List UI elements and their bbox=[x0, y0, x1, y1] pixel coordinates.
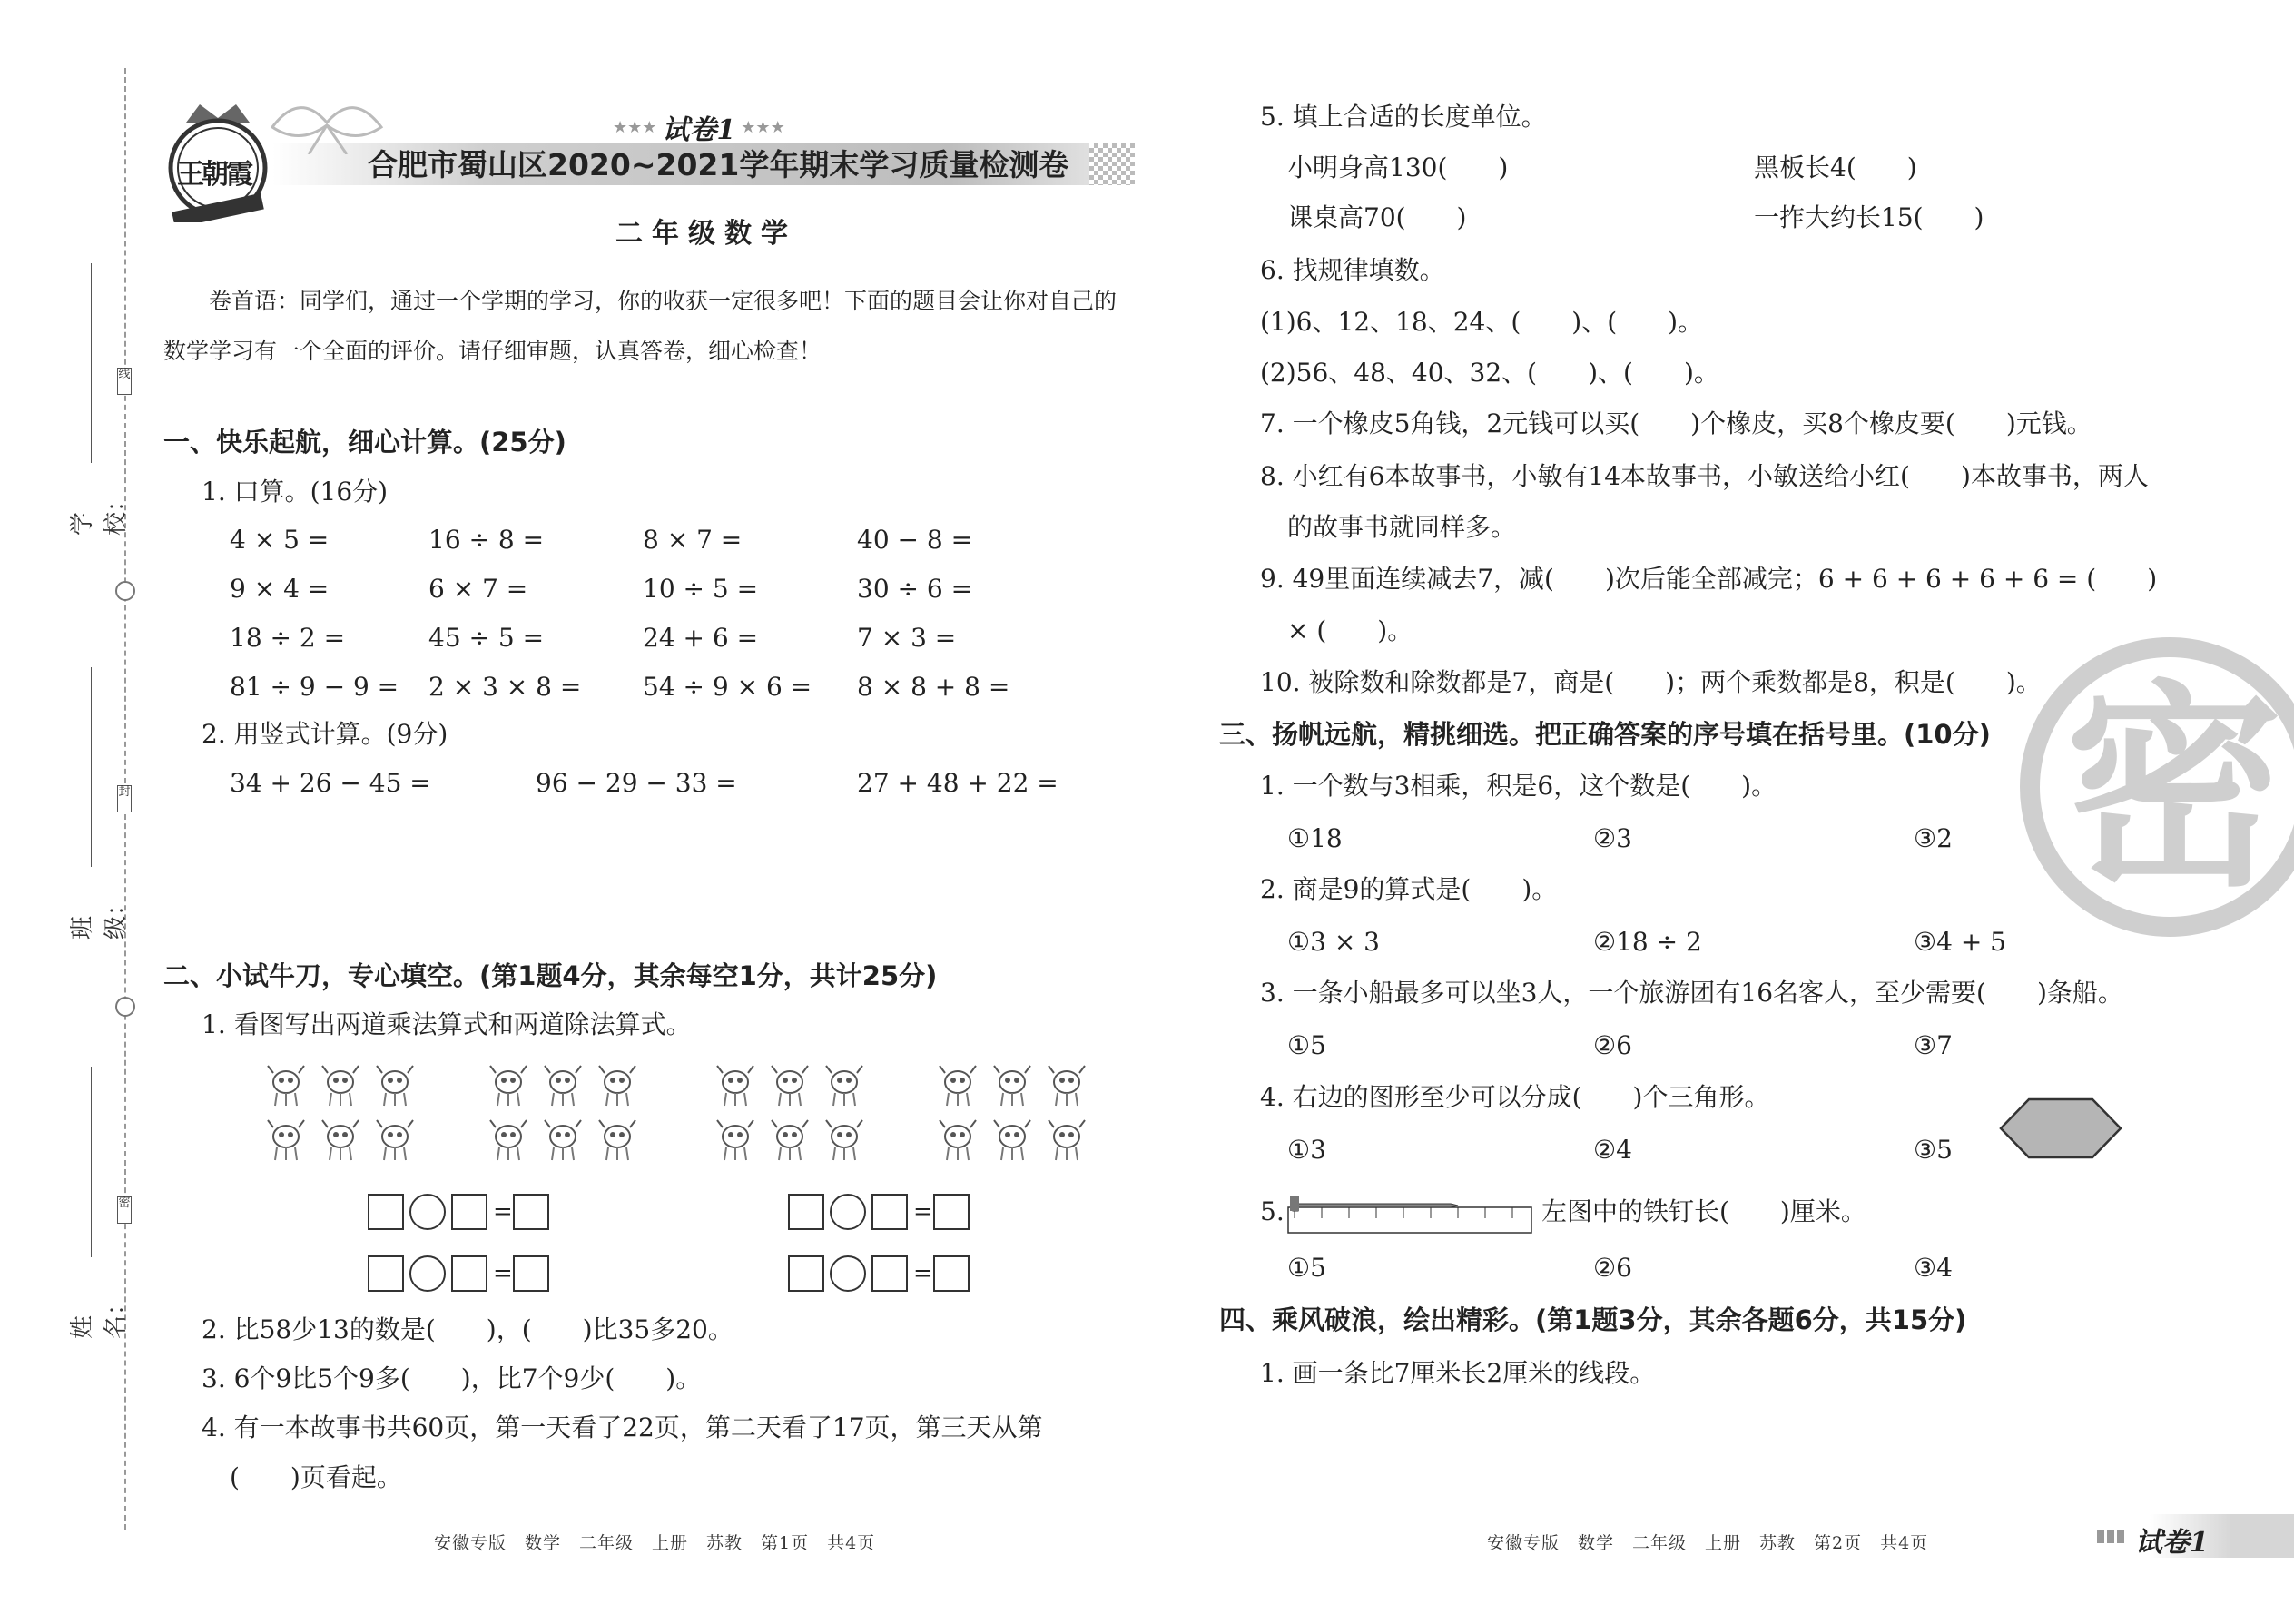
section4-title: 四、乘风破浪，绘出精彩。(第1题3分，其余各题6分，共15分) bbox=[1219, 1304, 1967, 1335]
exam-tab bbox=[2088, 1514, 2294, 1558]
choice-option[interactable]: ③5 bbox=[1914, 1135, 1953, 1165]
answer-box[interactable] bbox=[368, 1194, 404, 1230]
intro-line-2: 数学学习有一个全面的评价。请仔细审题，认真答卷，细心检查！ bbox=[163, 338, 822, 364]
oral-item: 30 ÷ 6 = bbox=[857, 574, 973, 604]
s1-q2-title: 2. 用竖式计算。(9分) bbox=[202, 719, 448, 749]
choice-option[interactable]: ②3 bbox=[1593, 823, 1632, 853]
school-label: 学校： bbox=[69, 487, 130, 536]
secret-stamp bbox=[2020, 637, 2294, 937]
logo-text: 王朝霞 bbox=[177, 159, 251, 191]
choice-option[interactable]: ①5 bbox=[1287, 1030, 1326, 1060]
stamp-char: 密 bbox=[2065, 662, 2284, 916]
equation-boxes[interactable] bbox=[368, 1255, 549, 1292]
oral-item: 6 × 7 = bbox=[428, 574, 528, 604]
choice-option[interactable]: ③7 bbox=[1914, 1030, 1953, 1060]
equals-sign: = bbox=[493, 1198, 513, 1225]
binding-mark-xian: 线 bbox=[117, 368, 132, 395]
q6-1: (1)6、12、18、24、( )、( )。 bbox=[1260, 307, 1704, 337]
tab-label: 试卷1 bbox=[2135, 1527, 2209, 1559]
choice-option[interactable]: ①3 × 3 bbox=[1287, 927, 1380, 957]
footer-left: 安徽专版 数学 二年级 上册 苏教 第1页 共4页 bbox=[434, 1533, 876, 1553]
cow-group-icon bbox=[263, 1053, 1135, 1171]
oral-item: 10 ÷ 5 = bbox=[643, 574, 759, 604]
oral-item: 81 ÷ 9 − 9 = bbox=[230, 672, 399, 702]
choice-q1: 1. 一个数与3相乘，积是6，这个数是( )。 bbox=[1260, 771, 1777, 801]
equals-sign: = bbox=[913, 1198, 933, 1225]
choice-q5: 左图中的铁钉长( )厘米。 bbox=[1541, 1196, 1866, 1226]
ribbon-checker bbox=[1089, 143, 1135, 185]
oral-item: 16 ÷ 8 = bbox=[428, 525, 545, 555]
logo bbox=[159, 95, 277, 222]
equation-boxes[interactable] bbox=[788, 1255, 970, 1292]
binding-dot-icon bbox=[115, 997, 135, 1017]
binding-field-name bbox=[69, 1067, 130, 1339]
answer-box[interactable] bbox=[368, 1255, 404, 1292]
answer-box[interactable] bbox=[451, 1194, 487, 1230]
choice-option[interactable]: ②4 bbox=[1593, 1135, 1632, 1165]
operator-circle[interactable] bbox=[409, 1194, 446, 1230]
choice-option[interactable]: ①3 bbox=[1287, 1135, 1326, 1165]
equals-sign: = bbox=[493, 1260, 513, 1287]
answer-box[interactable] bbox=[933, 1255, 970, 1292]
choice-option[interactable]: ③4 bbox=[1914, 1253, 1953, 1283]
answer-box[interactable] bbox=[871, 1255, 908, 1292]
s2-q1: 1. 看图写出两道乘法算式和两道除法算式。 bbox=[202, 1009, 692, 1039]
oral-item: 40 − 8 = bbox=[857, 525, 973, 555]
exam-label: 试卷1 bbox=[662, 114, 736, 146]
section3-title: 三、扬帆远航，精挑细选。把正确答案的序号填在括号里。(10分) bbox=[1219, 719, 1991, 750]
q8-line2: 的故事书就同样多。 bbox=[1287, 512, 1517, 542]
q6-2: (2)56、48、40、32、( )、( )。 bbox=[1260, 358, 1719, 388]
choice-option[interactable]: ②18 ÷ 2 bbox=[1593, 927, 1702, 957]
answer-box[interactable] bbox=[451, 1255, 487, 1292]
binding-mark-feng: 封 bbox=[117, 785, 132, 812]
choice-q2: 2. 商是9的算式是( )。 bbox=[1260, 874, 1558, 904]
binding-dot-icon bbox=[115, 581, 135, 601]
oral-item: 7 × 3 = bbox=[857, 623, 957, 653]
answer-box[interactable] bbox=[933, 1194, 970, 1230]
q7: 7. 一个橡皮5角钱，2元钱可以买( )个橡皮，买8个橡皮要( )元钱。 bbox=[1260, 408, 2092, 438]
name-label: 姓名： bbox=[69, 1291, 130, 1339]
s2-q2: 2. 比58少13的数是( )，( )比35多20。 bbox=[202, 1314, 733, 1344]
hexagon-icon bbox=[1997, 1097, 2124, 1160]
exam-label-row bbox=[613, 107, 785, 147]
equation-boxes[interactable] bbox=[788, 1194, 970, 1230]
operator-circle[interactable] bbox=[830, 1255, 866, 1292]
oral-item: 9 × 4 = bbox=[230, 574, 330, 604]
footer-right: 安徽专版 数学 二年级 上册 苏教 第2页 共4页 bbox=[1487, 1533, 1929, 1553]
vertical-item: 34 + 26 − 45 = bbox=[230, 768, 431, 798]
binding-mark-mi: 密 bbox=[117, 1196, 132, 1224]
q10: 10. 被除数和除数都是7，商是( )；两个乘数都是8，积是( )。 bbox=[1260, 667, 2042, 697]
answer-box[interactable] bbox=[871, 1194, 908, 1230]
section2-title: 二、小试牛刀，专心填空。(第1题4分，其余每空1分，共计25分) bbox=[163, 960, 938, 991]
choice-q5-num: 5. bbox=[1260, 1196, 1285, 1226]
cow-picture bbox=[263, 1053, 1135, 1171]
oral-item: 4 × 5 = bbox=[230, 525, 330, 555]
section1-title: 一、快乐起航，细心计算。(25分) bbox=[163, 427, 566, 458]
answer-box[interactable] bbox=[788, 1194, 824, 1230]
binding-field-class bbox=[69, 667, 130, 940]
operator-circle[interactable] bbox=[830, 1194, 866, 1230]
subject-title: 二年级数学 bbox=[615, 218, 797, 250]
oral-item: 2 × 3 × 8 = bbox=[428, 672, 582, 702]
bow-decoration-icon bbox=[263, 91, 390, 154]
choice-option[interactable]: ③4 + 5 bbox=[1914, 927, 2006, 957]
ruler-with-nail bbox=[1287, 1191, 1532, 1235]
oral-item: 18 ÷ 2 = bbox=[230, 623, 346, 653]
q9-line2: × ( )。 bbox=[1287, 615, 1413, 645]
q6: 6. 找规律填数。 bbox=[1260, 255, 1445, 285]
oral-item: 45 ÷ 5 = bbox=[428, 623, 545, 653]
intro-line-1: 卷首语：同学们，通过一个学期的学习，你的收获一定很多吧！下面的题目会让你对自己的 bbox=[209, 288, 1117, 314]
oral-item: 8 × 7 = bbox=[643, 525, 743, 555]
operator-circle[interactable] bbox=[409, 1255, 446, 1292]
binding-field-school bbox=[69, 263, 130, 536]
page-title: 合肥市蜀山区2020~2021学年期末学习质量检测卷 bbox=[368, 147, 1069, 182]
q5-item: 课桌高70( ) bbox=[1287, 202, 1467, 232]
oral-item: 54 ÷ 9 × 6 = bbox=[643, 672, 812, 702]
s2-q4-line1: 4. 有一本故事书共60页，第一天看了22页，第二天看了17页，第三天从第 bbox=[202, 1412, 1043, 1442]
choice-option[interactable]: ②6 bbox=[1593, 1253, 1632, 1283]
q5-item: 黑板长4( ) bbox=[1754, 153, 1917, 182]
choice-option[interactable]: ①18 bbox=[1287, 823, 1343, 853]
q8-line1: 8. 小红有6本故事书，小敏有14本故事书，小敏送给小红( )本故事书，两人 bbox=[1260, 461, 2149, 491]
choice-option[interactable]: ③2 bbox=[1914, 823, 1953, 853]
oral-item: 24 + 6 = bbox=[643, 623, 759, 653]
class-label: 班级： bbox=[69, 891, 130, 940]
q5: 5. 填上合适的长度单位。 bbox=[1260, 102, 1547, 132]
answer-box[interactable] bbox=[513, 1194, 549, 1230]
choice-option[interactable]: ①5 bbox=[1287, 1253, 1326, 1283]
s4-q1: 1. 画一条比7厘米长2厘米的线段。 bbox=[1260, 1358, 1656, 1388]
star-icon: ★★★ bbox=[613, 117, 657, 137]
star-icon: ★★★ bbox=[741, 117, 785, 137]
q5-item: 小明身高130( ) bbox=[1287, 153, 1509, 182]
s2-q4-line2: ( )页看起。 bbox=[230, 1462, 402, 1492]
choice-option[interactable]: ②6 bbox=[1593, 1030, 1632, 1060]
vertical-item: 27 + 48 + 22 = bbox=[857, 768, 1058, 798]
s2-q3: 3. 6个9比5个9多( )，比7个9少( )。 bbox=[202, 1363, 702, 1393]
equals-sign: = bbox=[913, 1260, 933, 1287]
equation-boxes[interactable] bbox=[368, 1194, 549, 1230]
vertical-item: 96 − 29 − 33 = bbox=[536, 768, 737, 798]
oral-item: 8 × 8 + 8 = bbox=[857, 672, 1010, 702]
tab-squares-icon bbox=[2097, 1530, 2124, 1543]
s1-q1-title: 1. 口算。(16分) bbox=[202, 477, 389, 507]
choice-q4: 4. 右边的图形至少可以分成( )个三角形。 bbox=[1260, 1082, 1770, 1112]
q5-item: 一拃大约长15( ) bbox=[1754, 202, 1984, 232]
answer-box[interactable] bbox=[788, 1255, 824, 1292]
answer-box[interactable] bbox=[513, 1255, 549, 1292]
q9-line1: 9. 49里面连续减去7，减( )次后能全部减完；6 + 6 + 6 + 6 + 6 = ( ) bbox=[1260, 564, 2158, 594]
choice-q3: 3. 一条小船最多可以坐3人，一个旅游团有16名客人，至少需要( )条船。 bbox=[1260, 978, 2123, 1008]
